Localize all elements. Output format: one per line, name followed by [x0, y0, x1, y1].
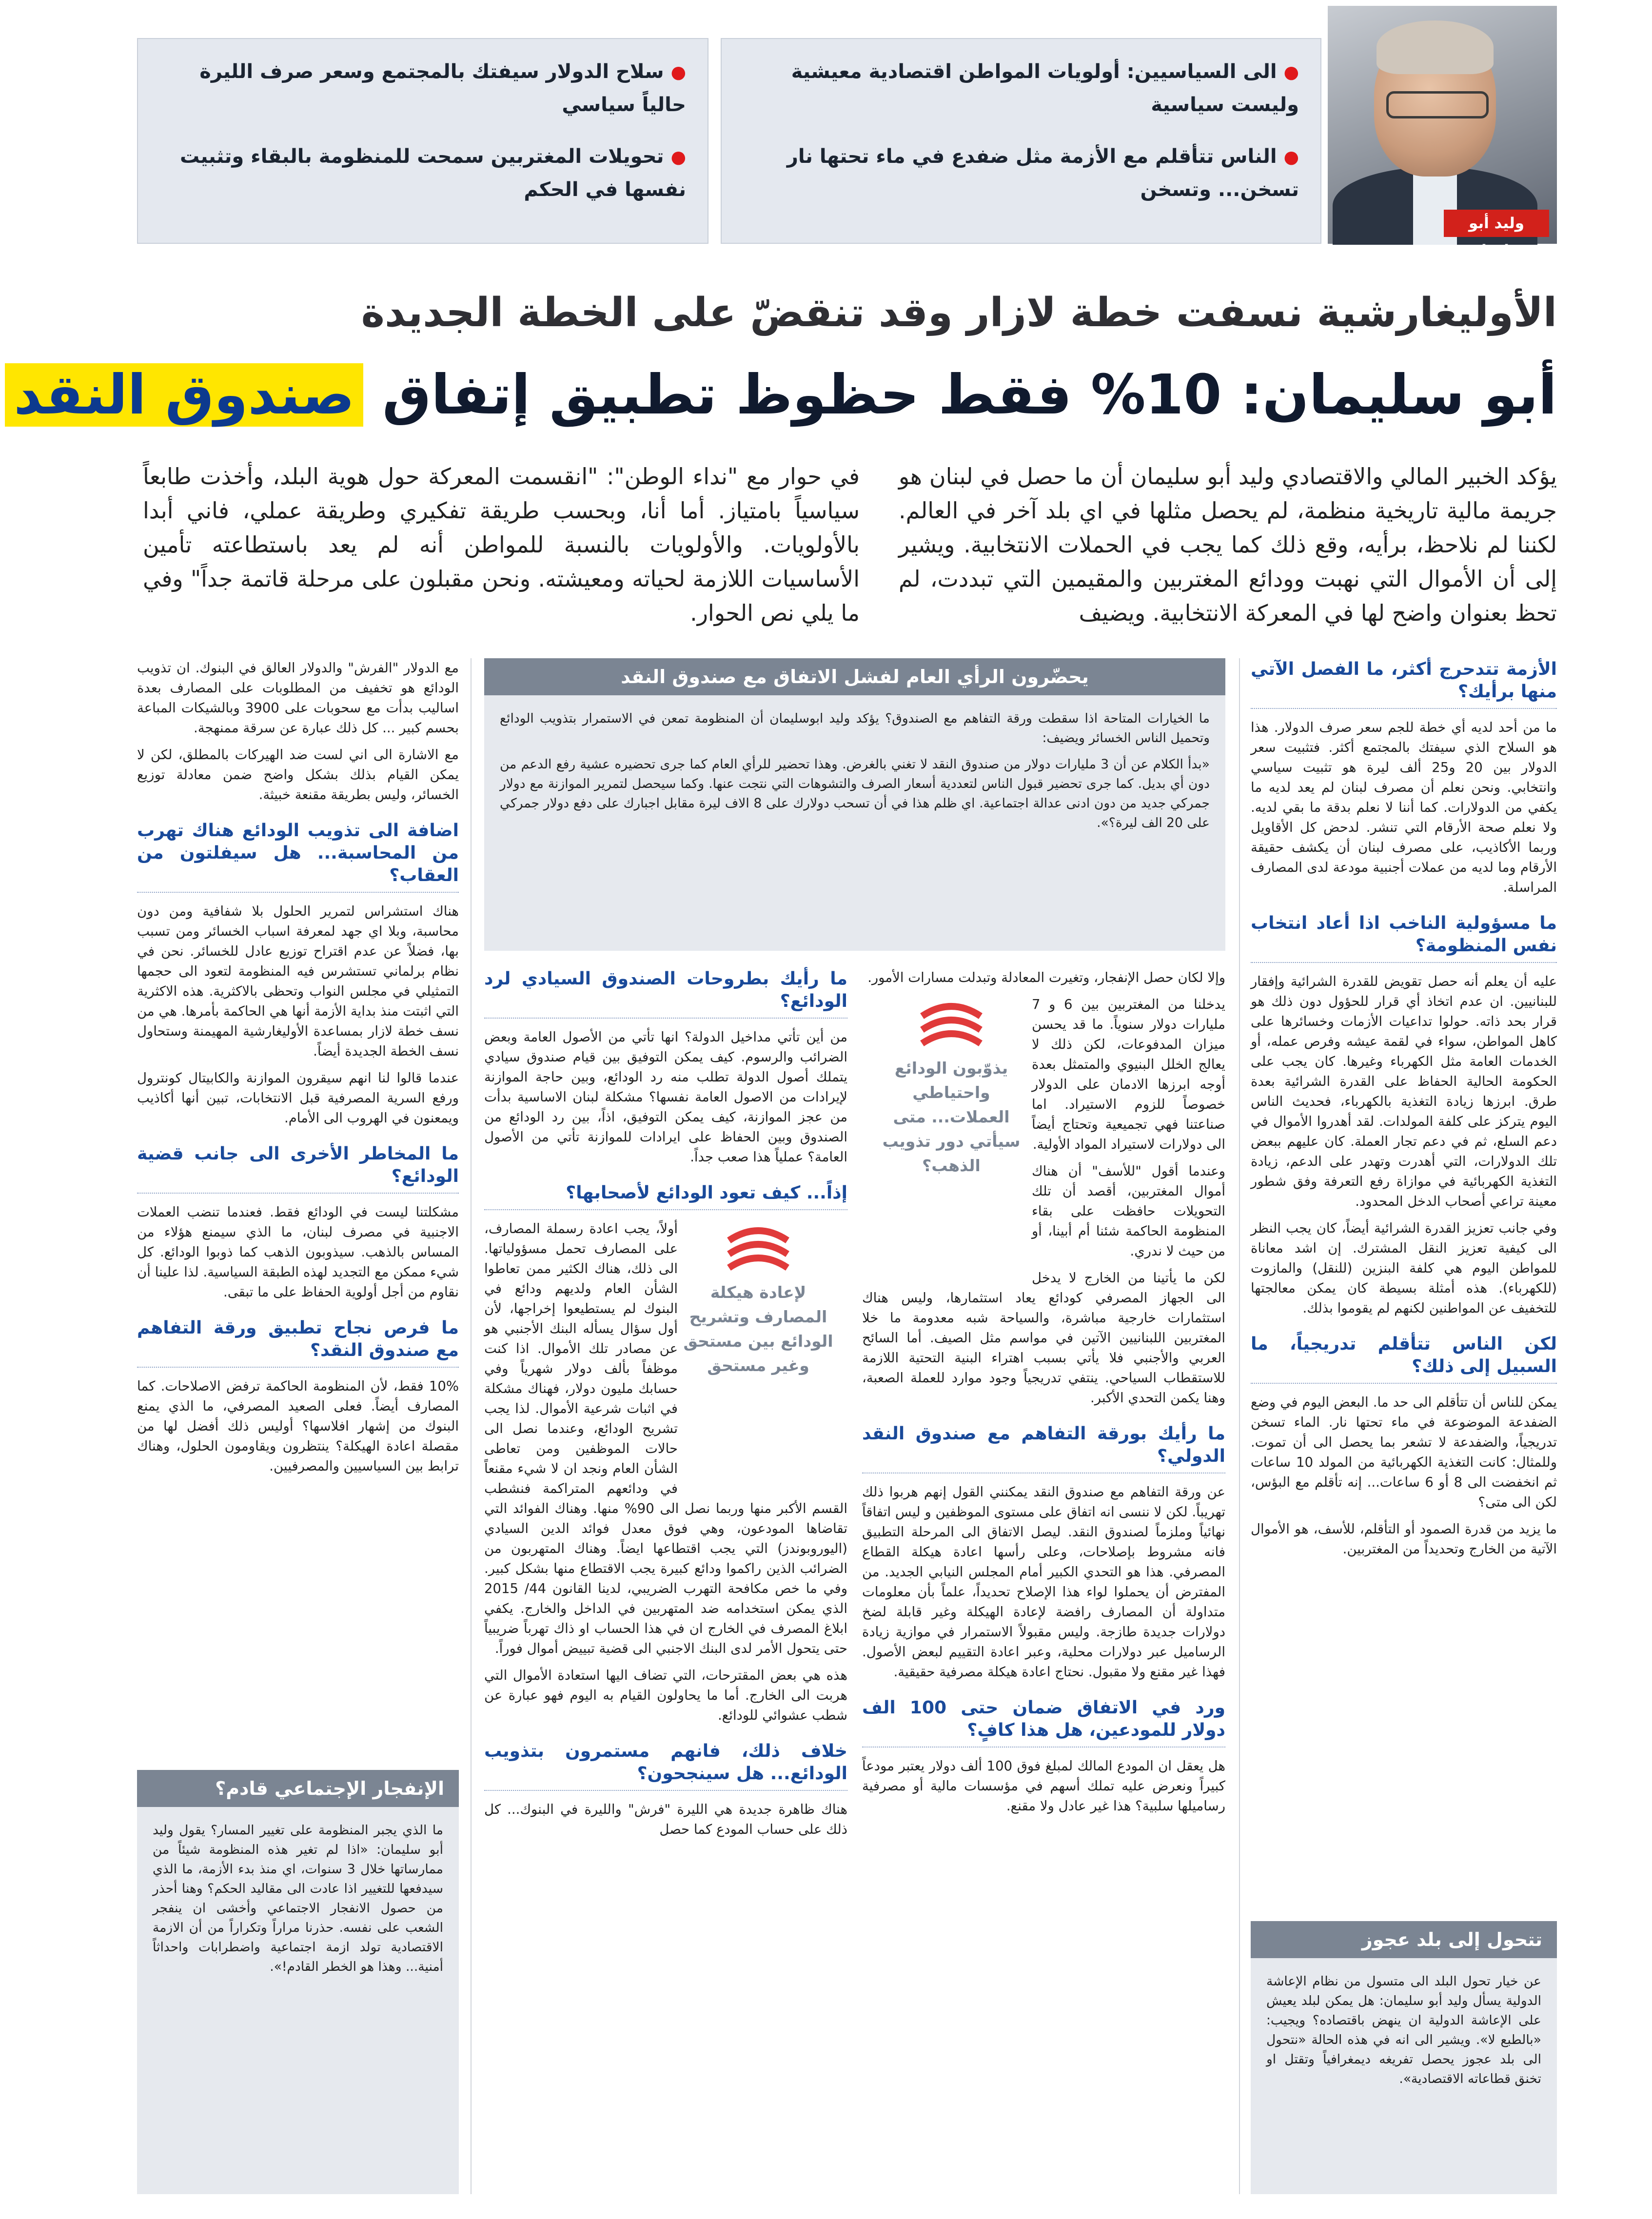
- paragraph: عندما قالوا لنا انهم سيقرون الموازنة والكابيتال كونترول ورفع السرية المصرفية قبل الانتخابات، تبين أنها أكاذيب ويمعنون في الهروب الى الأمام.: [137, 1070, 459, 1126]
- banner-bullet-text: الناس تتأقلم مع الأزمة مثل ضفدع في ماء تحتها نار تسخن... وتسخن: [787, 145, 1299, 201]
- paragraph: مشكلتنا ليست في الودائع فقط. فعندما تنضب العملات الاجنبية في مصرف لبنان، ما الذي سيمنع هؤلاء من المساس بالذهب. سيذوبون الذهب كما ذوبوا الودائع. كل شيء ممكن مع التجديد لهذه الطبقة السياسية. لذا علينا أن نقاوم من أجل أولوية الحفاظ على ما تبقى.: [137, 1204, 459, 1300]
- bullet-dot-icon: ●: [670, 62, 686, 82]
- box-text: [484, 695, 1225, 849]
- subheading: ما فرص نجاح تطبيق ورقة التفاهم مع صندوق النقد؟: [137, 1317, 459, 1368]
- column-divider: [471, 658, 472, 2194]
- paragraph: يدخلنا من المغتربين بين 6 و 7 مليارات دولار سنوياً. ما قد يحسن ميزان المدفوعات، لكن ذلك لا يعالج الخلل البنيوي والمتمثل بعدة أوجه ابرزها الادمان على الدولار خصوصاً للزوم الاستيراد. اما صناعتنا فهي تجميعية وتحتاج أيضاً الى دولارات لاستيراد المواد الأولية.: [1032, 997, 1225, 1152]
- box-heading: الإنفجار الإجتماعي قادم؟: [137, 1770, 459, 1807]
- bullet-dot-icon: ●: [1283, 62, 1299, 82]
- pullquote-1: [871, 997, 1032, 1279]
- subheading: ما رأيك بطروحات الصندوق السيادي لرد الودائع؟: [484, 968, 847, 1019]
- box-heading: تتحول إلى بلد عجوز: [1251, 1921, 1557, 1958]
- subheading: لكن الناس تتأقلم تدريجياً، ما السبيل إلى ذلك؟: [1251, 1333, 1557, 1384]
- intro-right: يؤكد الخبير المالي والاقتصادي وليد أبو سليمان أن ما حصل في لبنان هو جريمة مالية تاريخية منظمة، لم يحصل مثلها في اي بلد آخر في العالم. لكننا لم نلاحظ، برأيه، وقع ذلك كما يجب في الحملات الانتخابية. ويشير إلى أن الأموال التي نهبت وودائع المغتربين والمقيمين التي تبددت، لم تحظ بعنوان واضح لها في المعركة الانتخابية. ويضيف: [899, 463, 1557, 626]
- paragraph: هناك استشراس لتمرير الحلول بلا شفافية ومن دون محاسبة، وبلا اي جهد لمعرفة اسباب الخسائر ومن تسبب بها، فضلاً عن عدم اقتراح توزيع عادل للخسائر. نحن في نظام برلماني تستشرس فيه المنظومة لتعود الى حجمها التمثيلي في مجلس النواب وتحظى بالاكثرية. هذه الاكثرية التي اثبتت منذ بداية الأزمة أنها هي الحاكمة بأمرها. هي من نسف خطة لازار بمساعدة الأوليغارشية المهيمنة وستحاول نسف الخطة الجديدة أيضاً.: [137, 903, 459, 1059]
- stripes-logo-icon: [917, 997, 985, 1050]
- paragraph: عليه أن يعلم أنه حصل تقويض للقدرة الشرائية وإفقار للبنانيين. ان عدم اتخاذ أي قرار للحؤول دون ذلك هو قرار بحد ذاته. حولوا تداعيات الأزمات وخسائرها على كاهل المواطن، سواء في لقمة عيشه وفرص عمله، أو الخدمات العامة مثل الكهرباء وغيرها. كان يجب على الحكومة الحالية الحفاظ على القدرة الشرائية بعدة طرق. ابرزها زيادة التغذية بالكهرباء، فحديث الناس اليوم يتركز على كلفة المولدات. لقد أهدروا الأموال في دعم السلع، ثم في دعم تجار العملة. كان عليهم ببعض تلك الدولارات، التي أهدرت وتهدر على الدعم، زيادة التغذية الكهربائية في موازاة رفع التعرفة وفق شطور معينة تراعي أصحاب الدخل المحدود.: [1251, 974, 1557, 1209]
- paragraph: لكن ما يأتينا من الخارج لا يدخل الى الجهاز المصرفي كودائع يعاد استثمارها، وليس هناك استثمارات خارجية مباشرة، والسياحة شبه معدومة ما خلا المغتربين اللبنانيين الآتين في مواسم مثل الصيف. أما السائح العربي والأجنبي فلا يأتي بسبب اهتراء البنية التحتية اللازمة للاستقطاب السياحي. ينتفي تدريجياً وجود موارد للعملة الصعبة، وهنا يكمن التحدي الأكبر.: [862, 1270, 1225, 1406]
- paragraph: عن ورقة التفاهم مع صندوق النقد يمكنني القول إنهم هربوا ذلك تهريباً. لكن لا ننسى انه اتفاق على مستوى الموظفين و ليس اتفاقاً نهائياً وملزماً لصندوق النقد. ليصل الاتفاق الى المرحلة التطبيق فانه مشروط بإصلاحات، وعلى رأسها اعادة هيكلة القطاع المصرفي. هذا هو التحدي الكبير أمام المجلس النيابي الجديد. من المفترض أن يحملوا لواء هذا الإصلاح تحديداً، علماً بأن معلومات متداولة أن المصارف رافضة لإعادة الهيكلة وغير قابلة لضخ دولارات جديدة طازجة. وليس مقبولاً الاستمرار في موازية زيادة الرساميل عبر دولارات محلية، وعبر اعادة التقييم لبعض الأصول. فهذا غير مقنع ولا مقبول. نحتاج اعادة هيكلة مصرفية حقيقية.: [862, 1484, 1225, 1680]
- pullquote-2: [678, 1221, 839, 1494]
- paragraph: ما الخيارات المتاحة اذا سقطت ورقة التفاهم مع الصندوق؟ يؤكد وليد ابوسليمان أن المنظومة تمعن في الاستمرار بتذويب الودائع وتحميل الناس الخسائر ويضيف:: [500, 711, 1210, 746]
- photo-glasses: [1386, 91, 1489, 118]
- box-public-opinion: [484, 658, 1225, 951]
- paragraph: وعندما أقول "للأسف" أن هناك أموال المغتربين، أقصد أن تلك التحويلات حافظت على بقاء المنظومة الحاكمة شئنا أم أبينا، أو من حيث لا ندري.: [1032, 1163, 1225, 1259]
- column-left: [137, 658, 459, 1750]
- subheading: إذاً... كيف تعود الودائع لأصحابها؟: [484, 1182, 847, 1210]
- banner-bullet: [159, 140, 686, 206]
- banner-bullet: [743, 56, 1299, 121]
- subheading: ما رأيك بورقة التفاهم مع صندوق النقد الدولي؟: [862, 1423, 1225, 1473]
- box-old-country: [1251, 1921, 1557, 2194]
- paragraph: وفي جانب تعزيز القدرة الشرائية أيضاً، كان يجب النظر الى كيفية تعزيز النقل المشترك. إن اشد معاناة للمواطن اليوم هي كلفة البنزين (للنقل) والمازوت (للكهرباء). هذه أمثلة بسيطة كان يمكن معالجتها للتخفيف عن المواطنين لكنهم لم يقوموا بذلك.: [1251, 1220, 1557, 1316]
- banner-bullet-text: تحويلات المغتربين سمحت للمنظومة بالبقاء وتثبيت نفسها في الحكم: [180, 145, 686, 201]
- column-middle-left: [484, 968, 847, 2194]
- banner-bullet: [743, 140, 1299, 206]
- box-social-explosion: [137, 1770, 459, 2194]
- title-highlight: صندوق النقد: [5, 363, 363, 427]
- paragraph: هل يعقل ان المودع المالك لمبلغ فوق 100 ألف دولار يعتبر مودعاً كبيراً ونعرض عليه تملك أسهم في مؤسسات مالية أو مصرفية رساميلها سلبية؟ هذا غير عادل ولا مقنع.: [862, 1758, 1225, 1814]
- paragraph: 10% فقط، لأن المنظومة الحاكمة ترفض الاصلاحات. كما المصارف أيضاً. فعلى الصعيد المصرفي، ما الذي يمنع البنوك من إشهار افلاسها؟ أوليس ذلك أفضل لها من مقصلة اعادة الهيكلة؟ ينتظرون ويقاومون الحلول، وهناك ترابط بين السياسيين والمصرفيين.: [137, 1378, 459, 1474]
- box-heading: يحضّرون الرأي العام لفشل الاتفاق مع صندوق النقد: [484, 658, 1225, 695]
- subheading: خلاف ذلك، فانهم مستمرون بتذويب الودائع... هل سينجحون؟: [484, 1740, 847, 1791]
- subheading: ما مسؤولية الناخب اذا أعاد انتخاب نفس المنظومة؟: [1251, 912, 1557, 963]
- column-divider: [1239, 658, 1240, 2194]
- paragraph: مع الاشارة الى اني لست ضد الهيركات بالمطلق، لكن لا يمكن القيام بذلك بشكل واضح ضمن معادلة توزيع الخسائر، وليس بطريقة مقنعة خبيثة.: [137, 747, 459, 803]
- subheading: الأزمة تتدحرج أكثر، ما الفصل الآتي منها برأيك؟: [1251, 658, 1557, 709]
- paragraph: هناك ظاهرة جديدة هي الليرة "فرش" والليرة في البنوك... كل ذلك على حساب المودع كما حصل: [484, 1802, 847, 1837]
- paragraph: أولاً، يجب اعادة رسملة المصارف، على المصارف تحمل مسؤولياتها. الى ذلك، هناك الكثير ممن تعاطوا الشأن العام ولديهم ودائع في البنوك لم يستطيعوا إخراجها، لأن أول سؤال يسأله البنك الأجنبي هو عن مصادر تلك الأموال. اذا كنت موظفاً بألف دولار شهرياً وفي حسابك مليون دولار، فهناك مشكلة في اثبات شرعية الأموال. لذا يجب تشريح الودائع، وعندما نصل الى حالات الموظفين ومن تعاطى الشأن العام ونجد ان لا شيء مقنعاً في ودائعهم المتراكمة فنشطب القسم الأكبر منها وربما نصل الى 90% منها. وهناك الفوائد التي تقاضاها المودعون، وهي فوق معدل فوائد الدين السيادي (اليوروبوندز) التي يجب اقتطاعها ايضاً. وهناك المتهربون من الضرائب الذين راكموا ودائع كبيرة يجب الاقتطاع منها بشكل كبير. وفي ما خص مكافحة التهرب الضريبي، لدينا القانون 44/ 2015 الذي يمكن استخدامه ضد المتهربين في الداخل والخارج. يكفي ابلاغ المصرف في الخارج ان في هذا الحساب او ذاك تهرباً ضريبياً حتى يتحول الأمر لدى البنك الاجنبي الى قضية تبييض أموال فوراً.: [484, 1221, 847, 1656]
- main-title: [14, 361, 1557, 429]
- photo-hair: [1377, 20, 1494, 74]
- kicker-headline: الأوليغارشية نسفت خطة لازار وقد تنقضّ على الخطة الجديدة: [361, 290, 1557, 336]
- banner-bullet-text: الى السياسيين: أولويات المواطن اقتصادية معيشية وليست سياسية: [791, 60, 1299, 116]
- pullquote-text: يذوّبون الودائع واحتياطي العملات... متى سيأتي دور تذويب الذهب؟: [882, 1059, 1021, 1175]
- intro-left: في حوار مع "نداء الوطن": "انقسمت المعركة حول هوية البلد، وأخذت طابعاً سياسياً بامتياز. أما أنا، وبحسب طريقة تفكيري وطريقة عملي، فاني أبدا بالأولويات. والأولويات بالنسبة للمواطن أنه لم يعد باستطاعته تأمين الأساسيات اللازمة لحياته ومعيشته. ونحن مقبلون على مرحلة قاتمة جداً" وفي ما يلي نص الحوار.: [143, 463, 860, 626]
- bullet-dot-icon: ●: [670, 147, 686, 167]
- stripes-logo-icon: [724, 1221, 792, 1275]
- banner-box-right: [721, 38, 1321, 244]
- paragraph: ما يزيد من قدرة الصمود أو التأقلم، للأسف، هو الأموال الآتية من الخارج وتحديداً من المغتربين.: [1251, 1521, 1557, 1557]
- box-text: ما الذي يجبر المنظومة على تغيير المسار؟ يقول وليد أبو سليمان: «اذا لم تغير هذه المنظومة شيئاً من ممارساتها خلال 3 سنوات، اي منذ بدء الأزمة، ما الذي سيدفعها للتغيير اذا عادت الى مقاليد الحكم؟ وهنا أحذر من حصول الانفجار الاجتماعي وأخشى ان ينفجر الشعب على نفسه. حذرنا مراراً وتكراراً من أن الازمة الاقتصادية تولد ازمة اجتماعية واضطرابات واحداثاً أمنية... وهذا هو الخطر القادم!».: [153, 1823, 443, 1974]
- portrait-photo: [1328, 6, 1557, 259]
- subheading: ورد في الاتفاق ضمان حتى 100 الف دولار للمودعين، هل هذا كافٍ؟: [862, 1697, 1225, 1748]
- paragraph: وإلا لكان حصل الإنفجار، وتغيرت المعادلة وتبدلت مسارات الأمور.: [867, 970, 1225, 985]
- paragraph: هذه هي بعض المقترحات، التي تضاف اليها استعادة الأموال التي هربت الى الخارج. أما ما يحاولون القيام به اليوم فهو عبارة عن شطب عشوائي للودائع.: [484, 1668, 847, 1723]
- column-middle-right: [862, 968, 1225, 2194]
- subheading: ما المخاطر الأخرى الى جانب قضية الودائع؟: [137, 1143, 459, 1194]
- subheading: اضافة الى تذويب الودائع هناك تهرب من المحاسبة... هل سيفلتون من العقاب؟: [137, 820, 459, 893]
- banner-bullet: [159, 56, 686, 121]
- bullet-dot-icon: ●: [1283, 147, 1299, 167]
- paragraph: مع الدولار "الفرش" والدولار العالق في البنوك. ان تذويب الودائع هو تخفيف من المطلوبات على المصارف بعدة اساليب بدأت مع سحوبات على 3900 وبالشيكات المباعة بحسم كبير ... كل ذلك عبارة عن سرقة ممنهجة.: [137, 660, 459, 736]
- photo-caption: وليد أبو سليمان: [1444, 210, 1549, 237]
- title-prefix: أبو سليمان: 10% فقط حظوظ تطبيق إتفاق: [382, 363, 1557, 427]
- paragraph: ما من أحد لديه أي خطة للجم سعر صرف الدولار. هذا هو السلاح الذي سيفتك بالمجتمع أكثر. فتثبيت سعر الدولار بين 20 و25 ألف ليرة هو تثبيت سياسي وانتخابي. ونحن نعلم أن مصرف لبنان لم يعد لديه ما يكفي من الدولارات. كما أننا لا نعلم بدقة ما بقي لديه. ولا نعلم صحة الأرقام التي تنشر. لدحض كل الأقاويل وربما الأكاذيب، على مصرف لبنان أن يكشف حقيقة الأرقام وما لديه من عملات أجنبية مودعة لدى المصارف المراسلة.: [1251, 720, 1557, 895]
- banner-box-left: [137, 38, 708, 244]
- box-text: عن خيار تحول البلد الى متسول من نظام الإعاشة الدولية يسأل وليد أبو سليمان: هل يمكن لبلد يعيش على الإعاشة الدولية ان ينهض باقتصاده؟ ويجيب: «بالطبع لا». ويشير الى انه في هذه الحالة «نتحول الى بلد عجوز يحصل تفريغه ديمغرافياً وتقتل او تخنق قطاعاته الاقتصادية».: [1266, 1974, 1541, 2086]
- banner-bullet-text: سلاح الدولار سيفتك بالمجتمع وسعر صرف الليرة حالياً سياسي: [199, 60, 686, 116]
- pullquote-text: لإعادة هيكلة المصارف وتشريح الودائع بين مستحق وغير مستحق: [683, 1283, 833, 1375]
- paragraph: يمكن للناس أن تتأقلم الى حد ما. البعض اليوم في وضع الضفدعة الموضوعة في ماء تحتها نار. الماء تسخن تدريجياً، والضفدعة لا تشعر بما يحصل الى أن تموت. وللمثال: كانت التغذية الكهربائية من المولد 10 ساعات ثم انخفضت الى 8 أو 6 ساعات... إنه تأقلم مع البؤس، لكن الى متى؟: [1251, 1394, 1557, 1510]
- paragraph: من أين تأتي مداخيل الدولة؟ انها تأتي من الأصول العامة وبعض الضرائب والرسوم. كيف يمكن التوفيق بين قيام صندوق سيادي يتملك أصول الدولة تطلب منه رد الودائع، وبين حاجة الموازنة لإيرادات من الاصول العامة نفسها؟ مشكلة لبنان الاساسية بدأت من عجز الموازنة، كيف يمكن التوفيق، اذاً، بين رد الودائع من الصندوق وبين الحفاظ على ايرادات للموازنة تأتي من الأصول العامة؟ عملياً هذا صعب جداً.: [484, 1029, 847, 1165]
- quote-paragraph: «بدأ الكلام عن أن 3 مليارات دولار من صندوق النقد لا تغني بالغرض. وهذا تحضير للرأي العام كما جرى تحضيره عشية رفع الدعم من دون أي بديل. كما جرى تحضير قبول الناس لتعددية أسعار الصرف والتشوهات التي نتجت عنها. وكما سيحصل لتمرير الموازنة مع دولار جمركي جديد من دون ادنى عدالة اجتماعية. اي ظلم هذا في أن تسحب دولارك على 8 الاف ليرة مقابل اجبارك على دفع دولار جمركي على 20 الف ليرة؟».: [500, 757, 1210, 830]
- column-right: [1251, 658, 1557, 1902]
